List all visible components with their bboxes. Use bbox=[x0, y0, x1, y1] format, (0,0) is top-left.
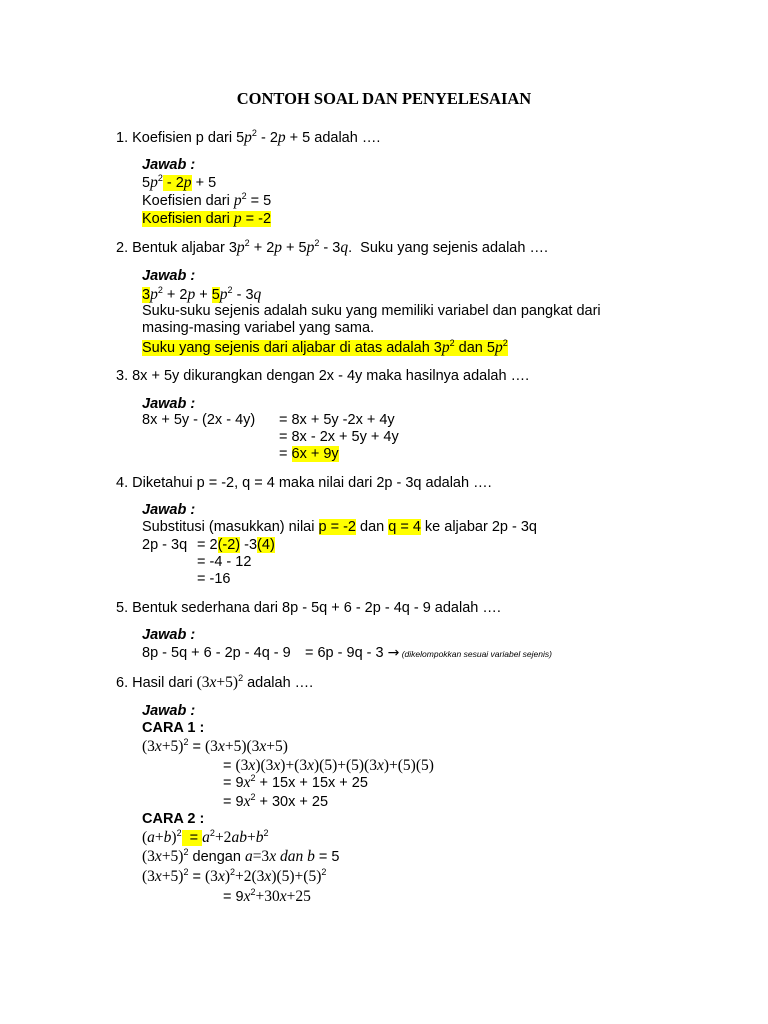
answer-2-line-3: masing-masing variabel yang sama. bbox=[142, 320, 375, 336]
question-3: 3. 8x + 5y dikurangkan dengan 2x - 4y maka hasilnya adalah …. bbox=[116, 368, 530, 384]
answer-3-line-2: = 8x - 2x + 5y + 4y bbox=[279, 429, 399, 445]
cara-1-line-2: = (3x)(3x)+(3x)(5)+(5)(3x)+(5)(5) bbox=[223, 757, 434, 774]
answer-label-1: Jawab : bbox=[142, 157, 196, 173]
question-6: 6. Hasil dari $(3x+5)^2$ adalah …. bbox=[116, 673, 314, 691]
cara-1-line-1: $(3x+5)^2 = (3x+5)(3x+5)$ bbox=[142, 737, 288, 755]
answer-label-3: Jawab : bbox=[142, 396, 196, 412]
question-1: 1. Koefisien p dari $5p^2 - 2p + 5$ adalah …. bbox=[116, 128, 381, 146]
cara-1-line-3: = $9x^2 + 15x + 15x + 25$ bbox=[223, 773, 368, 791]
answer-3-line-1a: 8x + 5y - (2x - 4y) bbox=[142, 412, 256, 428]
document-title: CONTOH SOAL DAN PENYELESAIAN bbox=[236, 89, 532, 108]
cara-2-result: = $9x^2+30x+25$ bbox=[223, 887, 311, 905]
answer-2-result: Suku yang sejenis dari aljabar di atas adalah $3p^2$ dan $5p^2$ bbox=[142, 338, 508, 356]
answer-label-4: Jawab : bbox=[142, 502, 196, 518]
cara-2-line-2: $(3x+5)^2$ dengan a=3x dan b = 5 bbox=[142, 847, 340, 865]
cara-2-formula: $(a+b)^2 = a^2+2ab+b^2$ bbox=[142, 828, 269, 846]
question-4: 4. Diketahui p = -2, q = 4 maka nilai dari 2p - 3q adalah …. bbox=[116, 475, 492, 491]
answer-4-line-1: Substitusi (masukkan) nilai p = -2 dan q = 4 ke aljabar 2p - 3q bbox=[142, 519, 537, 535]
answer-3-result: = 6x + 9y bbox=[279, 446, 339, 462]
cara-2-label: CARA 2 : bbox=[142, 811, 205, 827]
answer-4-line-3: = -4 - 12 bbox=[197, 554, 252, 570]
answer-2-line-1: $3p^2 + 2p + 5p^2 - 3q$ bbox=[142, 285, 262, 303]
cara-1-label: CARA 1 : bbox=[142, 720, 205, 736]
answer-2-line-2: Suku-suku sejenis adalah suku yang memiliki variabel dan pangkat dari bbox=[142, 303, 601, 319]
answer-1-line-2: Koefisien dari $p^2 = 5$ bbox=[142, 191, 272, 209]
cara-2-line-3: $(3x+5)^2 = (3x)^2+2(3x)(5)+(5)^2$ bbox=[142, 867, 327, 885]
answer-4-result: = -16 bbox=[197, 571, 231, 587]
answer-1-line-1: $5p^2 - 2p + 5$ bbox=[142, 173, 217, 191]
answer-4-line-2b: = 2(-2) -3(4) bbox=[197, 537, 275, 553]
answer-3-line-1b: = 8x + 5y -2x + 4y bbox=[279, 412, 395, 428]
answer-label-5: Jawab : bbox=[142, 627, 196, 643]
answer-1-result: Koefisien dari p = -2 bbox=[142, 210, 272, 227]
question-5: 5. Bentuk sederhana dari 8p - 5q + 6 - 2p - 4q - 9 adalah …. bbox=[116, 600, 501, 616]
answer-4-line-2a: 2p - 3q bbox=[142, 537, 188, 553]
answer-label-6: Jawab : bbox=[142, 703, 196, 719]
question-2: 2. Bentuk aljabar $3p^2 + 2p + 5p^2 - 3q$. Suku yang sejenis adalah …. bbox=[116, 238, 548, 256]
right-arrow-icon: → bbox=[387, 645, 400, 661]
answer-5-line-1b: = 6p - 9q - 3 → (dikelompokkan sesuai variabel sejenis) bbox=[305, 645, 552, 661]
answer-label-2: Jawab : bbox=[142, 268, 196, 284]
answer-5-line-1a: 8p - 5q + 6 - 2p - 4q - 9 bbox=[142, 645, 291, 661]
cara-1-result: = $9x^2 + 30x + 25$ bbox=[223, 792, 329, 810]
